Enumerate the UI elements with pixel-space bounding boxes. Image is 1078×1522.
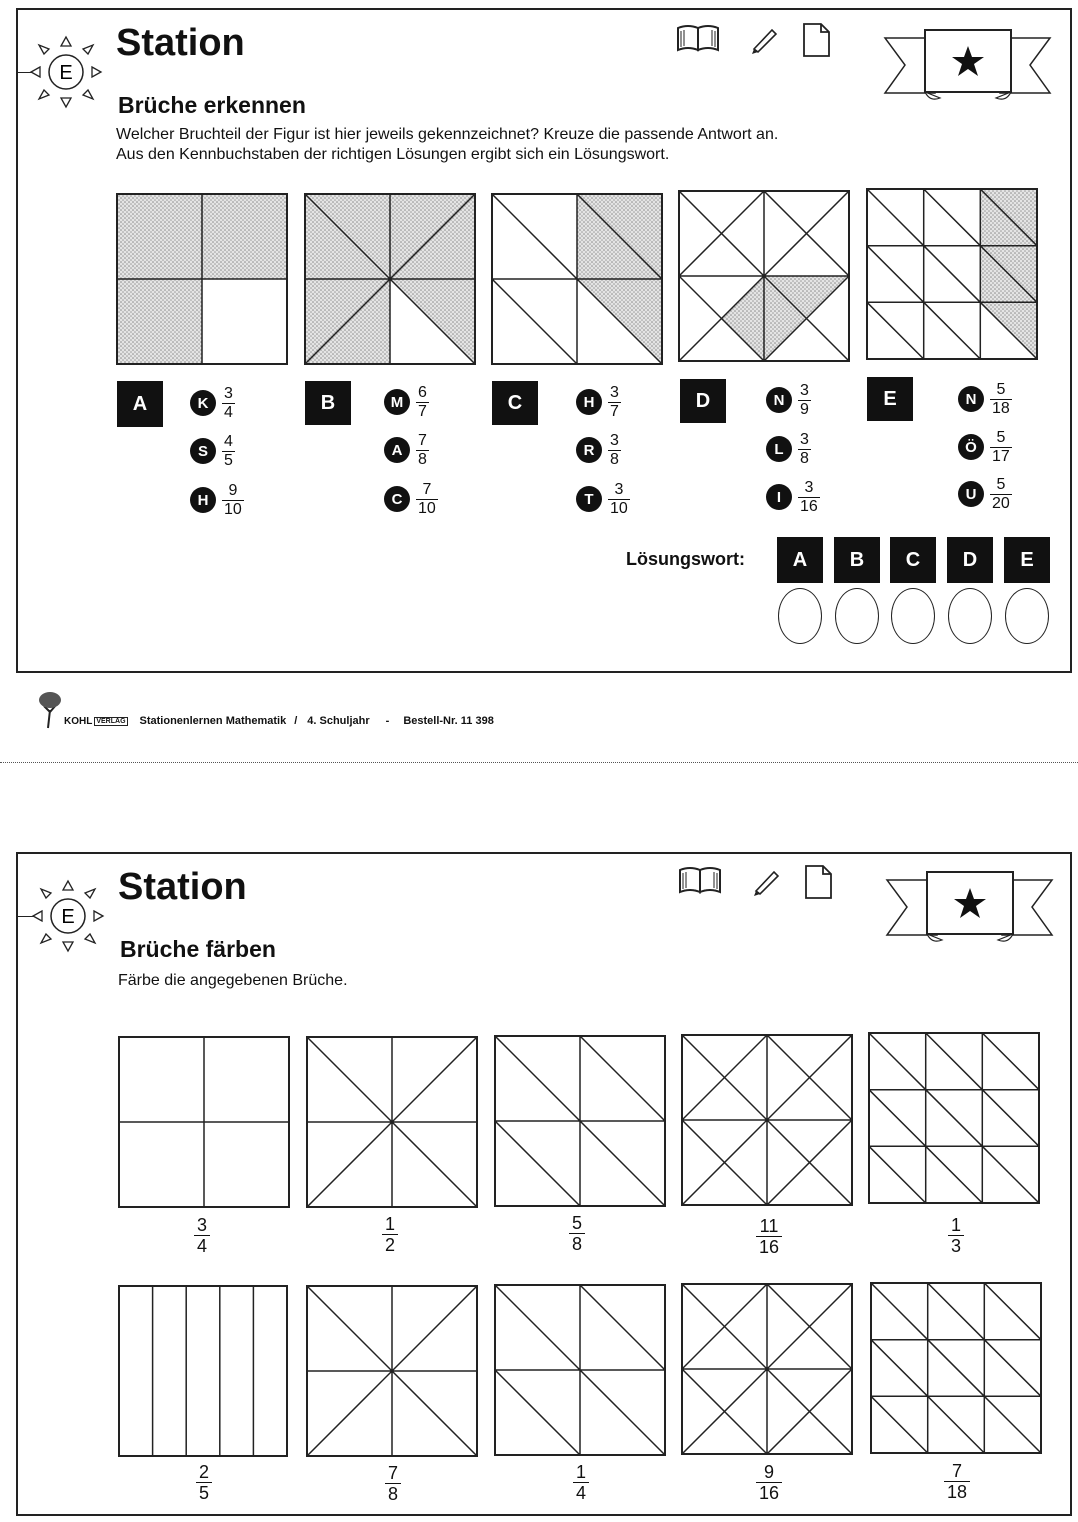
numerator: 11 [759,1216,779,1236]
cut-line [0,762,1078,763]
option-d-1[interactable] [766,378,811,422]
numerator: 1 [385,1214,396,1234]
option-letter: H [190,487,216,513]
numerator: 2 [199,1462,210,1482]
option-d-2[interactable] [766,427,811,471]
denominator: 8 [569,1233,585,1254]
option-fraction: $\frac{5}{20}$ [992,475,1010,512]
tree-logo-icon [36,690,64,730]
sun-icon [28,876,108,956]
footer-separator: / [294,715,298,727]
solution-box-d: D [947,537,993,583]
option-fraction: $\frac{9}{10}$ [224,481,242,518]
option-letter: R [576,437,602,463]
fraction-label-10 [944,1461,970,1502]
solution-field-e[interactable] [1005,588,1049,644]
group-label-c: C [492,381,538,425]
option-fraction: $\frac{5}{18}$ [992,380,1010,417]
color-figure-3[interactable] [494,1035,666,1207]
option-c-1[interactable] [576,380,621,424]
activity-icons [678,864,838,904]
star-banner-icon [880,28,1056,106]
option-fraction: $\frac{4}{5}$ [224,432,233,469]
option-c-3[interactable] [576,477,630,521]
sun-letter: E [59,62,73,84]
denominator: 8 [385,1483,401,1504]
group-label-d: D [680,379,726,423]
option-e-2[interactable] [958,425,1012,469]
numerator: 5 [572,1213,583,1233]
numerator: 7 [388,1463,399,1483]
numerator: 3 [197,1215,208,1235]
color-figure-6[interactable] [118,1285,288,1457]
figure-b [304,193,476,365]
logo-text: KOHL [64,715,93,727]
color-figure-2[interactable] [306,1036,478,1208]
task-title: Brüche erkennen [118,92,306,118]
option-b-1[interactable] [384,380,429,424]
option-b-2[interactable] [384,428,429,472]
option-b-3[interactable] [384,477,438,521]
solution-box-e: E [1004,537,1050,583]
figure-d [678,190,850,362]
option-letter: H [576,389,602,415]
footer [36,690,494,730]
option-letter: I [766,484,792,510]
option-letter: T [576,486,602,512]
option-letter: U [958,481,984,507]
option-d-3[interactable] [766,475,820,519]
option-fraction: $\frac{5}{17}$ [992,428,1010,465]
sun-letter: E [61,906,75,928]
solution-field-b[interactable] [835,588,879,644]
logo-subtext: VERLAG [96,717,126,725]
instruction: Färbe die angegebenen Brüche. [118,972,348,989]
solution-field-c[interactable] [891,588,935,644]
option-fraction: $\frac{3}{10}$ [610,480,628,517]
group-label-e: E [867,377,913,421]
option-letter: S [190,438,216,464]
fraction-label-7 [385,1463,401,1504]
option-letter: M [384,389,410,415]
option-a-3[interactable] [190,478,244,522]
denominator: 4 [573,1482,589,1503]
option-c-2[interactable] [576,428,621,472]
solution-word-label: Lösungswort: [626,549,745,569]
fraction-label-3 [569,1213,585,1254]
denominator: 16 [756,1482,782,1503]
figure-a [116,193,288,365]
option-letter: N [766,387,792,413]
option-fraction: $\frac{6}{7}$ [418,383,427,420]
color-figure-4[interactable] [681,1034,853,1206]
sun-line [16,916,34,917]
sun-line [16,72,32,73]
denominator: 2 [382,1234,398,1255]
option-fraction: $\frac{3}{7}$ [610,383,619,420]
option-e-3[interactable] [958,472,1012,516]
footer-grade: 4. Schuljahr [307,715,370,727]
color-figure-8[interactable] [494,1284,666,1456]
option-fraction: $\frac{3}{4}$ [224,384,233,421]
numerator: 9 [764,1462,775,1482]
option-letter: A [384,437,410,463]
fraction-label-2 [382,1214,398,1255]
star-banner-icon [882,870,1058,948]
numerator: 7 [952,1461,963,1481]
task-title: Brüche färben [120,936,276,962]
fraction-label-5 [948,1215,964,1256]
color-figure-9[interactable] [681,1283,853,1455]
instruction-line-1: Welcher Bruchteil der Figur ist hier jeweils gekennzeichnet? Kreuze die passende Antwort an. [116,126,779,143]
fraction-label-4 [756,1216,782,1257]
station-title: Station [116,22,245,64]
solution-box-a: A [777,537,823,583]
footer-series: Stationenlernen Mathematik [139,715,287,727]
color-figure-5[interactable] [868,1032,1040,1204]
figure-e [866,188,1038,360]
option-letter: L [766,436,792,462]
color-figure-1[interactable] [118,1036,290,1208]
fraction-label-6 [196,1462,212,1503]
option-letter: N [958,386,984,412]
option-fraction: $\frac{3}{9}$ [800,381,809,418]
figure-c [491,193,663,365]
group-label-b: B [305,381,351,425]
option-fraction: $\frac{7}{8}$ [418,431,427,468]
fraction-label-8 [573,1462,589,1503]
option-fraction: $\frac{3}{8}$ [610,431,619,468]
activity-icons [676,22,836,62]
denominator: 4 [194,1235,210,1256]
denominator: 16 [756,1236,782,1257]
option-fraction: $\frac{7}{10}$ [418,480,436,517]
option-letter: Ö [958,434,984,460]
station-title: Station [118,866,247,908]
numerator: 1 [576,1462,587,1482]
solution-box-b: B [834,537,880,583]
option-a-1[interactable] [190,381,235,425]
option-fraction: $\frac{3}{16}$ [800,478,818,515]
color-figure-7[interactable] [306,1285,478,1457]
solution-field-a[interactable] [778,588,822,644]
option-fraction: $\frac{3}{8}$ [800,430,809,467]
instruction-line-2: Aus den Kennbuchstaben der richtigen Lösungen ergibt sich ein Lösungswort. [116,146,670,163]
numerator: 1 [951,1215,962,1235]
sun-icon [26,32,106,112]
denominator: 5 [196,1482,212,1503]
group-label-a: A [117,381,163,427]
option-a-2[interactable] [190,429,235,473]
solution-box-c: C [890,537,936,583]
footer-separator: - [385,715,390,727]
option-letter: K [190,390,216,416]
fraction-label-1 [194,1215,210,1256]
color-figure-10[interactable] [870,1282,1042,1454]
option-letter: C [384,486,410,512]
option-e-1[interactable] [958,377,1012,421]
denominator: 18 [944,1481,970,1502]
denominator: 3 [948,1235,964,1256]
fraction-label-9 [756,1462,782,1503]
footer-order-number: Bestell-Nr. 11 398 [403,715,494,727]
solution-field-d[interactable] [948,588,992,644]
